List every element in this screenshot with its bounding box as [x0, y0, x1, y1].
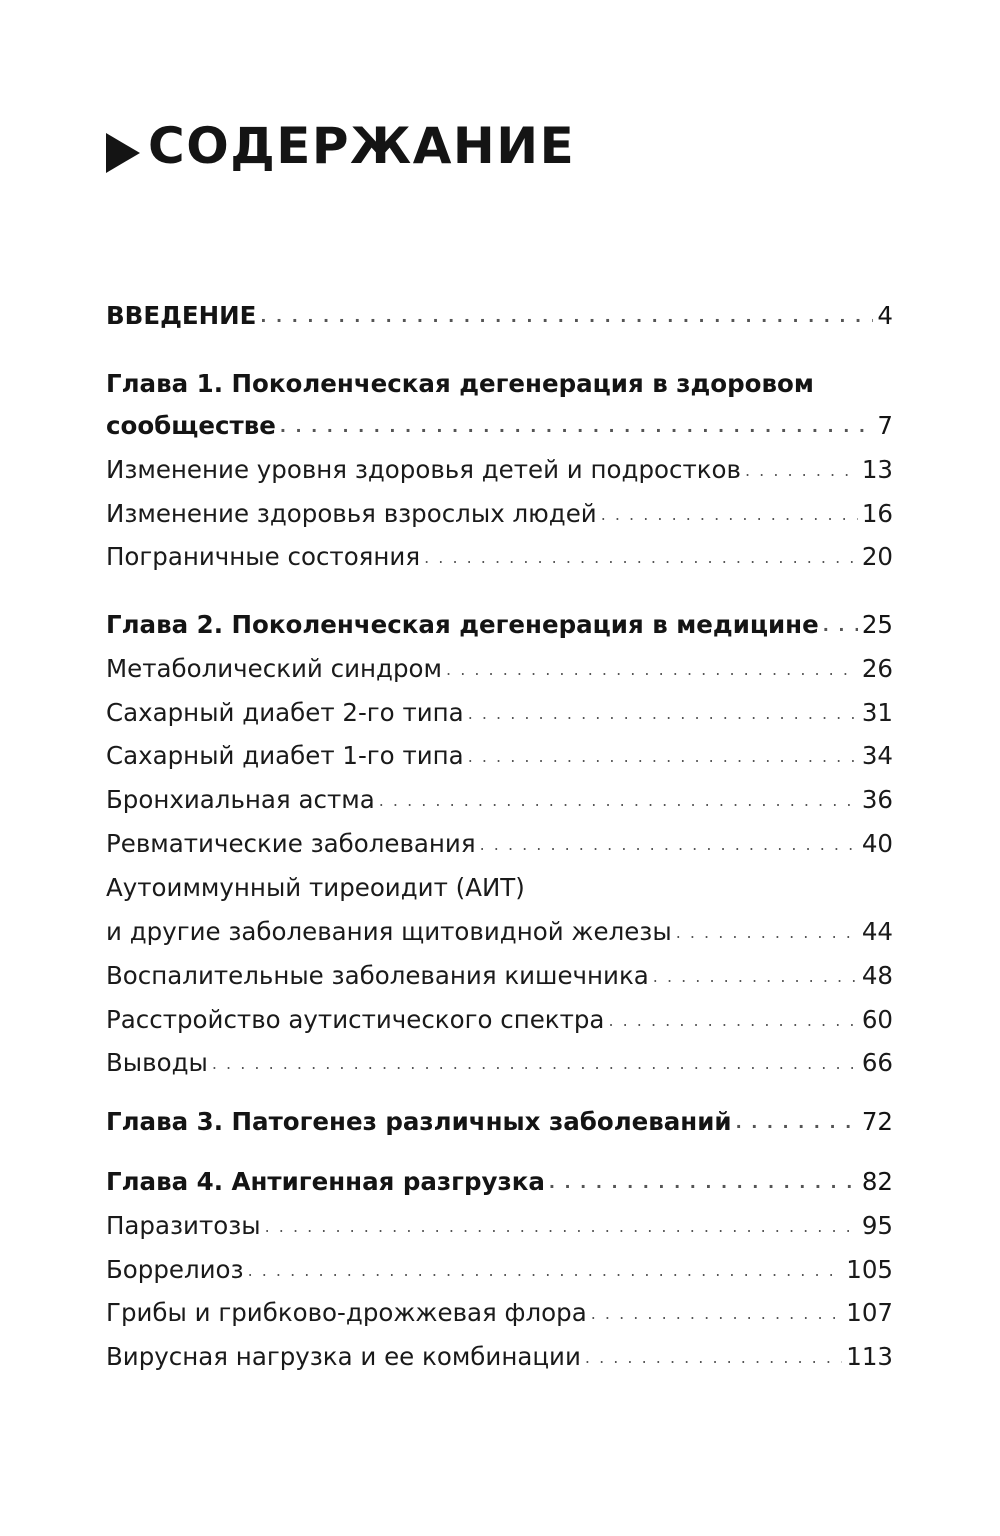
toc-entry-label: Расстройство аутистического спектра [106, 1005, 605, 1034]
toc-entry-section[interactable] [106, 916, 893, 951]
toc-page-number: 48 [861, 961, 893, 990]
toc-page-number: 95 [861, 1211, 893, 1240]
toc-entry-chapter1[interactable] [106, 410, 893, 445]
toc-entry-section[interactable] [106, 784, 893, 819]
toc-entry-label: Ревматические заболевания [106, 829, 476, 858]
toc-entry-section[interactable] [106, 828, 893, 863]
dot-leader [260, 301, 873, 333]
toc-entry-label: Глава 3. Патогенез различных заболеваний [106, 1107, 732, 1136]
dot-leader [608, 1005, 857, 1037]
toc-entry-section[interactable] [106, 1297, 893, 1332]
dot-leader [379, 785, 858, 817]
dot-leader [265, 1211, 858, 1243]
toc-entry-label: Сахарный диабет 1-го типа [106, 741, 464, 770]
toc-page-number: 113 [846, 1342, 893, 1371]
toc-entry-section[interactable] [106, 1254, 893, 1289]
toc-entry-chapter4[interactable] [106, 1166, 893, 1201]
toc-entry-section[interactable] [106, 541, 893, 576]
dot-leader [424, 542, 858, 574]
toc-page-number: 13 [861, 455, 893, 484]
toc-entry-label: Сахарный диабет 2-го типа [106, 698, 464, 727]
dot-leader [585, 1342, 842, 1374]
toc-page-number: 25 [861, 610, 893, 639]
toc-page-number: 26 [861, 654, 893, 683]
triangle-right-icon [106, 133, 140, 173]
toc-entry-section[interactable] [106, 740, 893, 775]
dot-leader [591, 1298, 843, 1330]
dot-leader [468, 741, 858, 773]
toc-page-number: 7 [877, 411, 893, 440]
dot-leader [601, 499, 858, 531]
toc-entry-label: Глава 2. Поколенческая дегенерация в медицине [106, 610, 819, 639]
toc-entry-section[interactable] [106, 1047, 893, 1082]
toc-entry-label: Вирусная нагрузка и ее комбинации [106, 1342, 581, 1371]
toc-entry-label: сообществе [106, 411, 276, 440]
toc-page-number: 44 [861, 917, 893, 946]
toc-entry-section[interactable] [106, 960, 893, 995]
toc-entry-section[interactable] [106, 498, 893, 533]
toc-entry-section[interactable] [106, 697, 893, 732]
toc-entry-label: Паразитозы [106, 1211, 261, 1240]
toc-entry-section[interactable] [106, 1341, 893, 1376]
toc-entry-label: Изменение уровня здоровья детей и подростков [106, 455, 741, 484]
toc-entry-label: Выводы [106, 1048, 208, 1077]
toc-entry-label: ВВЕДЕНИЕ [106, 301, 257, 330]
dot-leader [248, 1255, 843, 1287]
page-title: СОДЕРЖАНИЕ [148, 117, 576, 175]
toc-entry-section[interactable] [106, 454, 893, 489]
toc-entry-label: Глава 4. Антигенная разгрузка [106, 1167, 545, 1196]
dot-leader [823, 610, 858, 642]
toc-page-number: 66 [861, 1048, 893, 1077]
toc-entry-label: и другие заболевания щитовидной железы [106, 917, 672, 946]
toc-page-number: 31 [861, 698, 893, 727]
toc-entry-label: Грибы и грибково-дрожжевая флора [106, 1298, 587, 1327]
toc-page-number: 16 [861, 499, 893, 528]
toc-chapter1-title-line1: Глава 1. Поколенческая дегенерация в здоровом [106, 369, 814, 398]
toc-page-number: 20 [861, 542, 893, 571]
toc-entry-intro[interactable] [106, 300, 893, 335]
dot-leader [446, 654, 858, 686]
toc-entry-chapter2[interactable] [106, 609, 893, 644]
toc-section-title-line1: Аутоиммунный тиреоидит (АИТ) [106, 873, 525, 902]
dot-leader [468, 698, 858, 730]
dot-leader [212, 1048, 858, 1080]
toc-page-number: 34 [861, 741, 893, 770]
toc-entry-label: Воспалительные заболевания кишечника [106, 961, 649, 990]
toc-page-number: 107 [846, 1298, 893, 1327]
dot-leader [745, 455, 858, 487]
toc-entry-label: Бронхиальная астма [106, 785, 375, 814]
toc-page-number: 105 [846, 1255, 893, 1284]
toc-page-number: 82 [861, 1167, 893, 1196]
toc-page-number: 4 [877, 301, 893, 330]
toc-entry-label: Пограничные состояния [106, 542, 421, 571]
dot-leader [549, 1167, 858, 1199]
toc-page-number: 36 [861, 785, 893, 814]
dot-leader [280, 411, 874, 443]
toc-entry-section[interactable] [106, 653, 893, 688]
dot-leader [736, 1107, 858, 1139]
toc-entry-label: Метаболический синдром [106, 654, 443, 683]
dot-leader [480, 829, 858, 861]
dot-leader [653, 961, 858, 993]
toc-entry-chapter3[interactable] [106, 1106, 893, 1141]
toc-entry-section[interactable] [106, 1210, 893, 1245]
toc-entry-label: Боррелиоз [106, 1255, 244, 1284]
toc-page-number: 40 [861, 829, 893, 858]
toc-page-number: 60 [861, 1005, 893, 1034]
toc-page-number: 72 [861, 1107, 893, 1136]
dot-leader [676, 917, 858, 949]
toc-entry-section[interactable] [106, 1004, 893, 1039]
toc-entry-label: Изменение здоровья взрослых людей [106, 499, 597, 528]
page-heading [106, 116, 575, 176]
